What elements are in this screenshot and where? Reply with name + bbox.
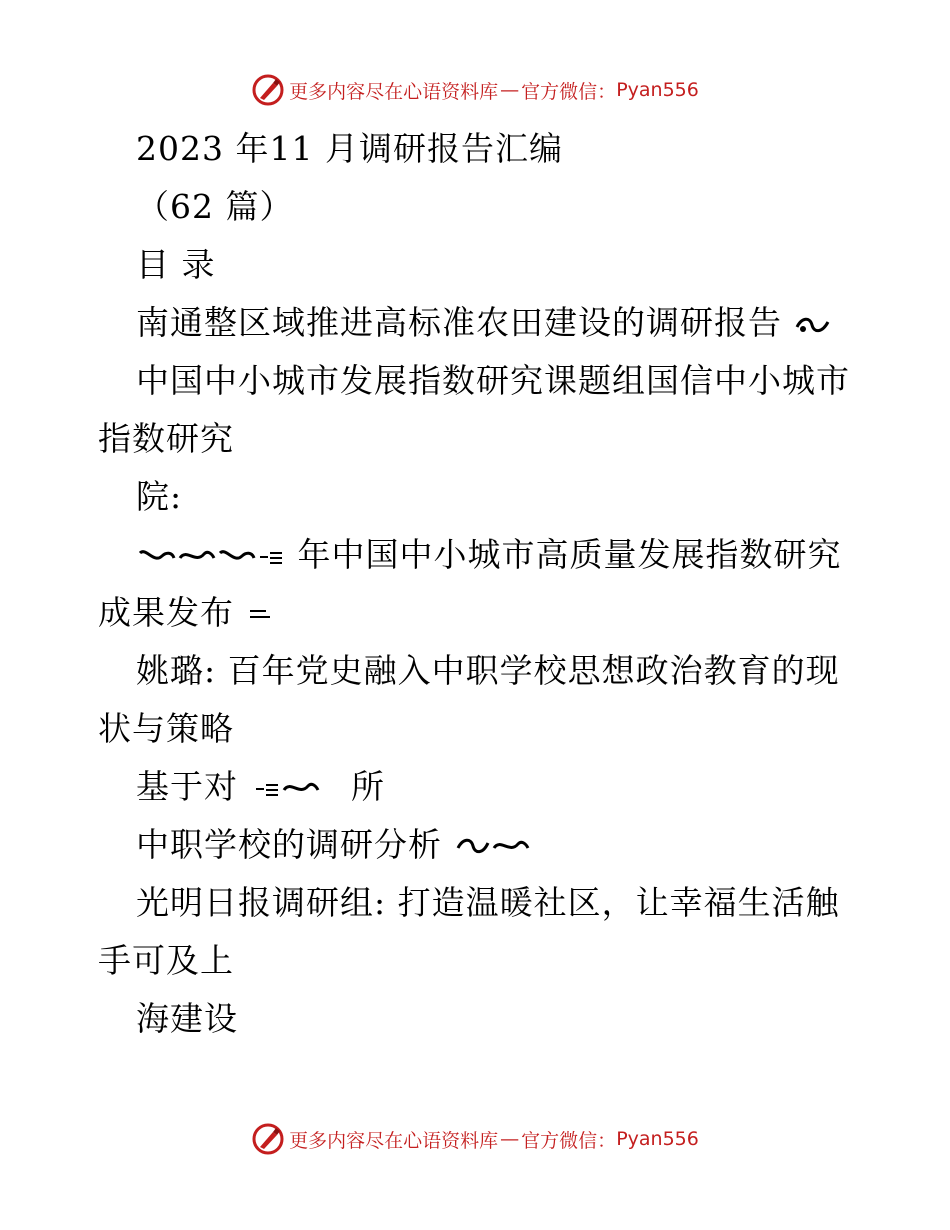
toc-entry-1 [98,294,854,352]
toc-entry-4-line-4 [98,816,854,874]
document-count: （62 篇） [136,187,294,226]
toc-entry-2-line-1: 中国中小城市发展指数研究课题组国信中小城市 [136,361,850,400]
toc-entry-4-line-3a: 基于对 [136,767,238,806]
ornament-glyph-icon [250,776,340,802]
toc-entry-4-line-3 [98,758,854,816]
ornament-glyph-icon [246,604,274,626]
watermark-header [0,70,950,110]
toc-entry-4-line-1: 姚璐: 百年党史融入中职学校思想政治教育的现 [136,651,840,690]
toc-entry-4-line-2: 状与策略 [98,709,234,748]
document-title: 2023 年11 月调研报告汇编 [136,129,563,168]
watermark-site-text: 更多内容尽在心语资料库 [289,1129,499,1152]
toc-entry-5-line-3: 海建设 [136,999,238,1038]
watermark-wechat-handle: Pyan556 [616,79,699,101]
watermark-dash: — [500,79,520,101]
watermark-wechat-label: 官方微信： [521,1129,617,1152]
watermark-dash: — [500,1128,520,1150]
ornament-glyph-icon [136,544,286,570]
watermark-site-text: 更多内容尽在心语资料库 [289,80,499,103]
toc-entry-3-line-2 [98,584,854,642]
watermark-wechat-handle: Pyan556 [616,1128,699,1150]
toc-entry-1-text: 南通整区域推进高标准农田建设的调研报告 [136,303,782,342]
toc-entry-3-line-2-text: 成果发布 [98,593,234,632]
ornament-glyph-icon [794,313,832,337]
document-body [98,120,854,1048]
pen-logo-icon [251,73,285,107]
toc-entry-2-line-3: 院: [136,477,183,516]
watermark-footer [0,1119,950,1159]
toc-entry-3-line-1 [98,526,854,584]
toc-entry-3-text: 年中国中小城市高质量发展指数研究 [297,535,842,574]
pen-logo-icon [251,1122,285,1156]
toc-entry-2-line-2: 指数研究 [98,419,234,458]
toc-heading: 目 录 [136,245,216,284]
watermark-wechat-label: 官方微信： [521,80,617,103]
toc-entry-5-line-2: 手可及上 [98,941,234,980]
toc-entry-4-line-3b: 所 [351,767,385,806]
toc-entry-5-line-1: 光明日报调研组: 打造温暖社区，让幸福生活触 [136,883,840,922]
toc-entry-4-line-4-text: 中职学校的调研分析 [136,825,442,864]
ornament-glyph-icon [454,834,532,860]
